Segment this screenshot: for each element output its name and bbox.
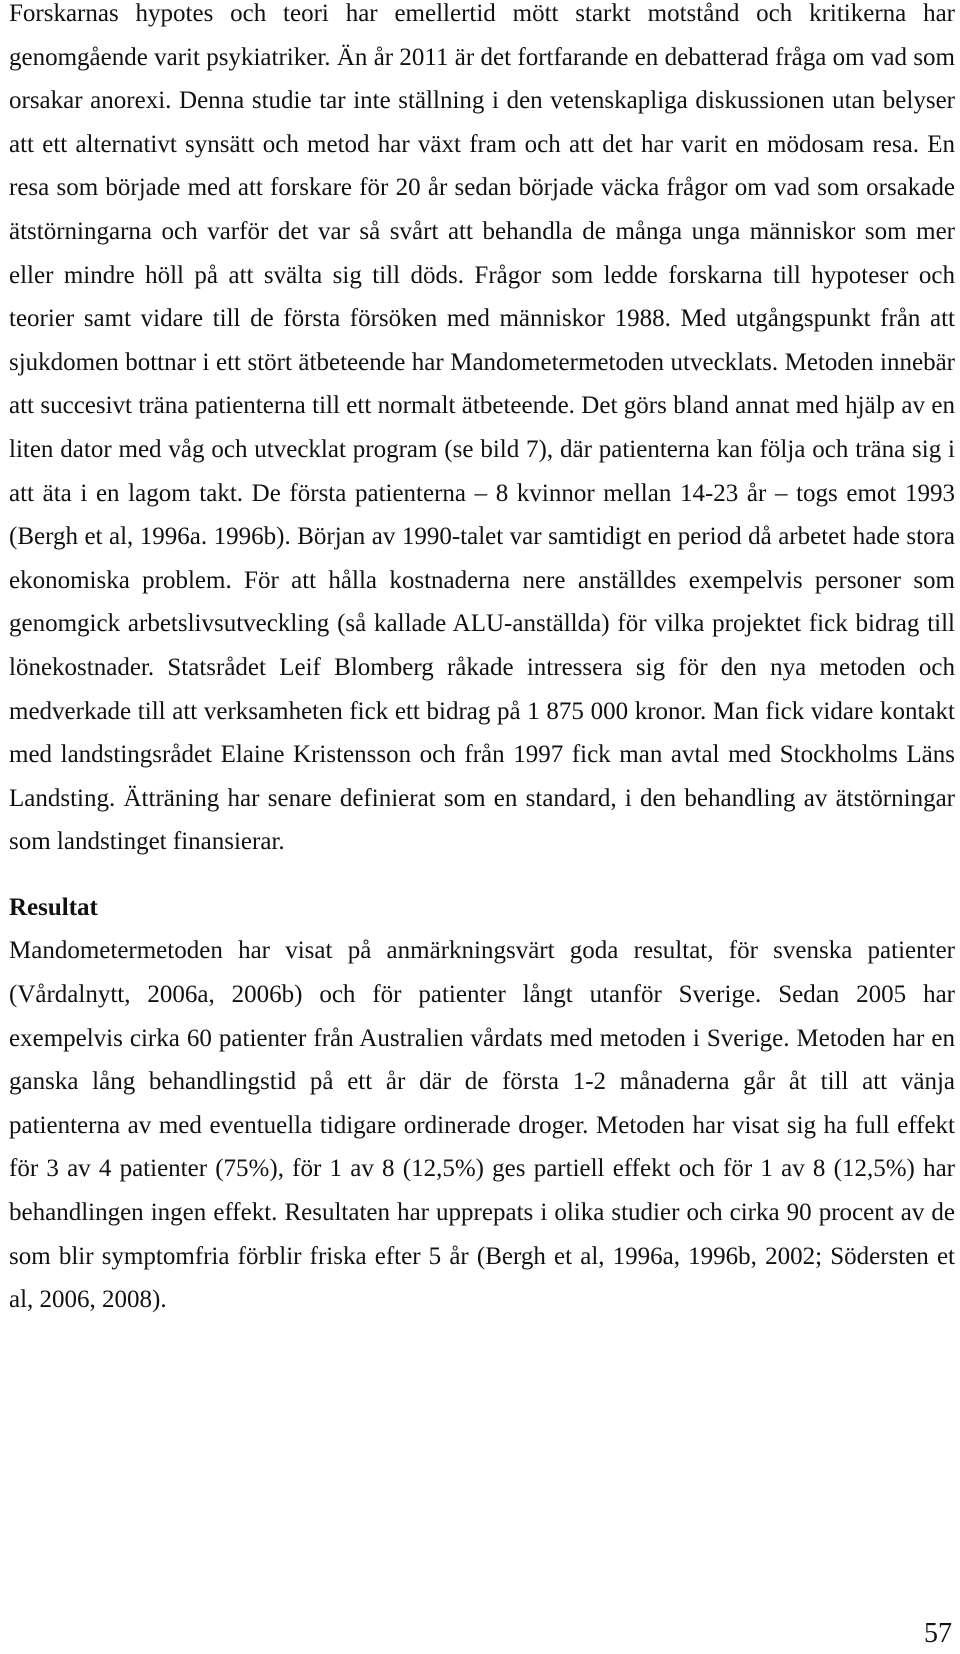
body-paragraph-2: Mandometermetoden har visat på anmärkningsvärt goda resultat, för svenska patienter (Vårdalnytt, 2006a, 2006b) och för patienter långt utanför Sverige. Sedan 2005 har exempelvis cirka 60 patienter från Australien vårdats med metoden i Sverige. Metoden har en ganska lång behandlingstid på ett år där de första 1-2 månaderna går åt till att vänja patienterna av med eventuella tidigare ordinerade droger. Metoden har visat sig ha full effekt för 3 av 4 patienter (75%), för 1 av 8 (12,5%) ges partiell effekt och för 1 av 8 (12,5%) har behandlingen ingen effekt. Resultaten har upprepats i olika studier och cirka 90 procent av de som blir symptomfria förblir friska efter 5 år (Bergh et al, 1996a, 1996b, 2002; Södersten et al, 2006, 2008). <box>9 937 955 1314</box>
page-number: 57 <box>924 1618 952 1649</box>
document-page <box>9 0 955 1322</box>
body-paragraph-1: Forskarnas hypotes och teori har emellertid mött starkt motstånd och kritikerna har genomgående varit psykiatriker. Än år 2011 är det fortfarande en debatterad fråga om vad som orsakar anorexi. Denna studie tar inte ställning i den vetenskapliga diskussionen utan belyser att ett alternativt synsätt och metod har växt fram och att det har varit en mödosam resa. En resa som började med att forskare för 20 år sedan började väcka frågor om vad som orsakade ätstörningarna och varför det var så svårt att behandla de många unga människor som mer eller mindre höll på att svälta sig till döds. Frågor som ledde forskarna till hypoteser och teorier samt vidare till de första försöken med människor 1988. Med utgångspunkt från att sjukdomen bottnar i ett stört ätbeteende har Mandometermetoden utvecklats. Metoden innebär att succesivt träna patienterna till ett normalt ätbeteende. Det görs bland annat med hjälp av en liten dator med våg och utvecklat program (se bild 7), där patienterna kan följa och träna sig i att äta i en lagom takt. De första patienterna – 8 kvinnor mellan 14-23 år – togs emot 1993 (Bergh et al, 1996a. 1996b). Början av 1990-talet var samtidigt en period då arbetet hade stora ekonomiska problem. För att hålla kostnaderna nere anställdes exempelvis personer som genomgick arbetslivsutveckling (så kallade ALU-anställda) för vilka projektet fick bidrag till lönekostnader. Statsrådet Leif Blomberg råkade intressera sig för den nya metoden och medverkade till att verksamheten fick ett bidrag på 1 875 000 kronor. Man fick vidare kontakt med landstingsrådet Elaine Kristensson och från 1997 fick man avtal med Stockholms Läns Landsting. Ätträning har senare definierat som en standard, i den behandling av ätstörningar som landstinget finansierar. <box>9 0 955 856</box>
section-heading-resultat: Resultat <box>9 893 98 921</box>
